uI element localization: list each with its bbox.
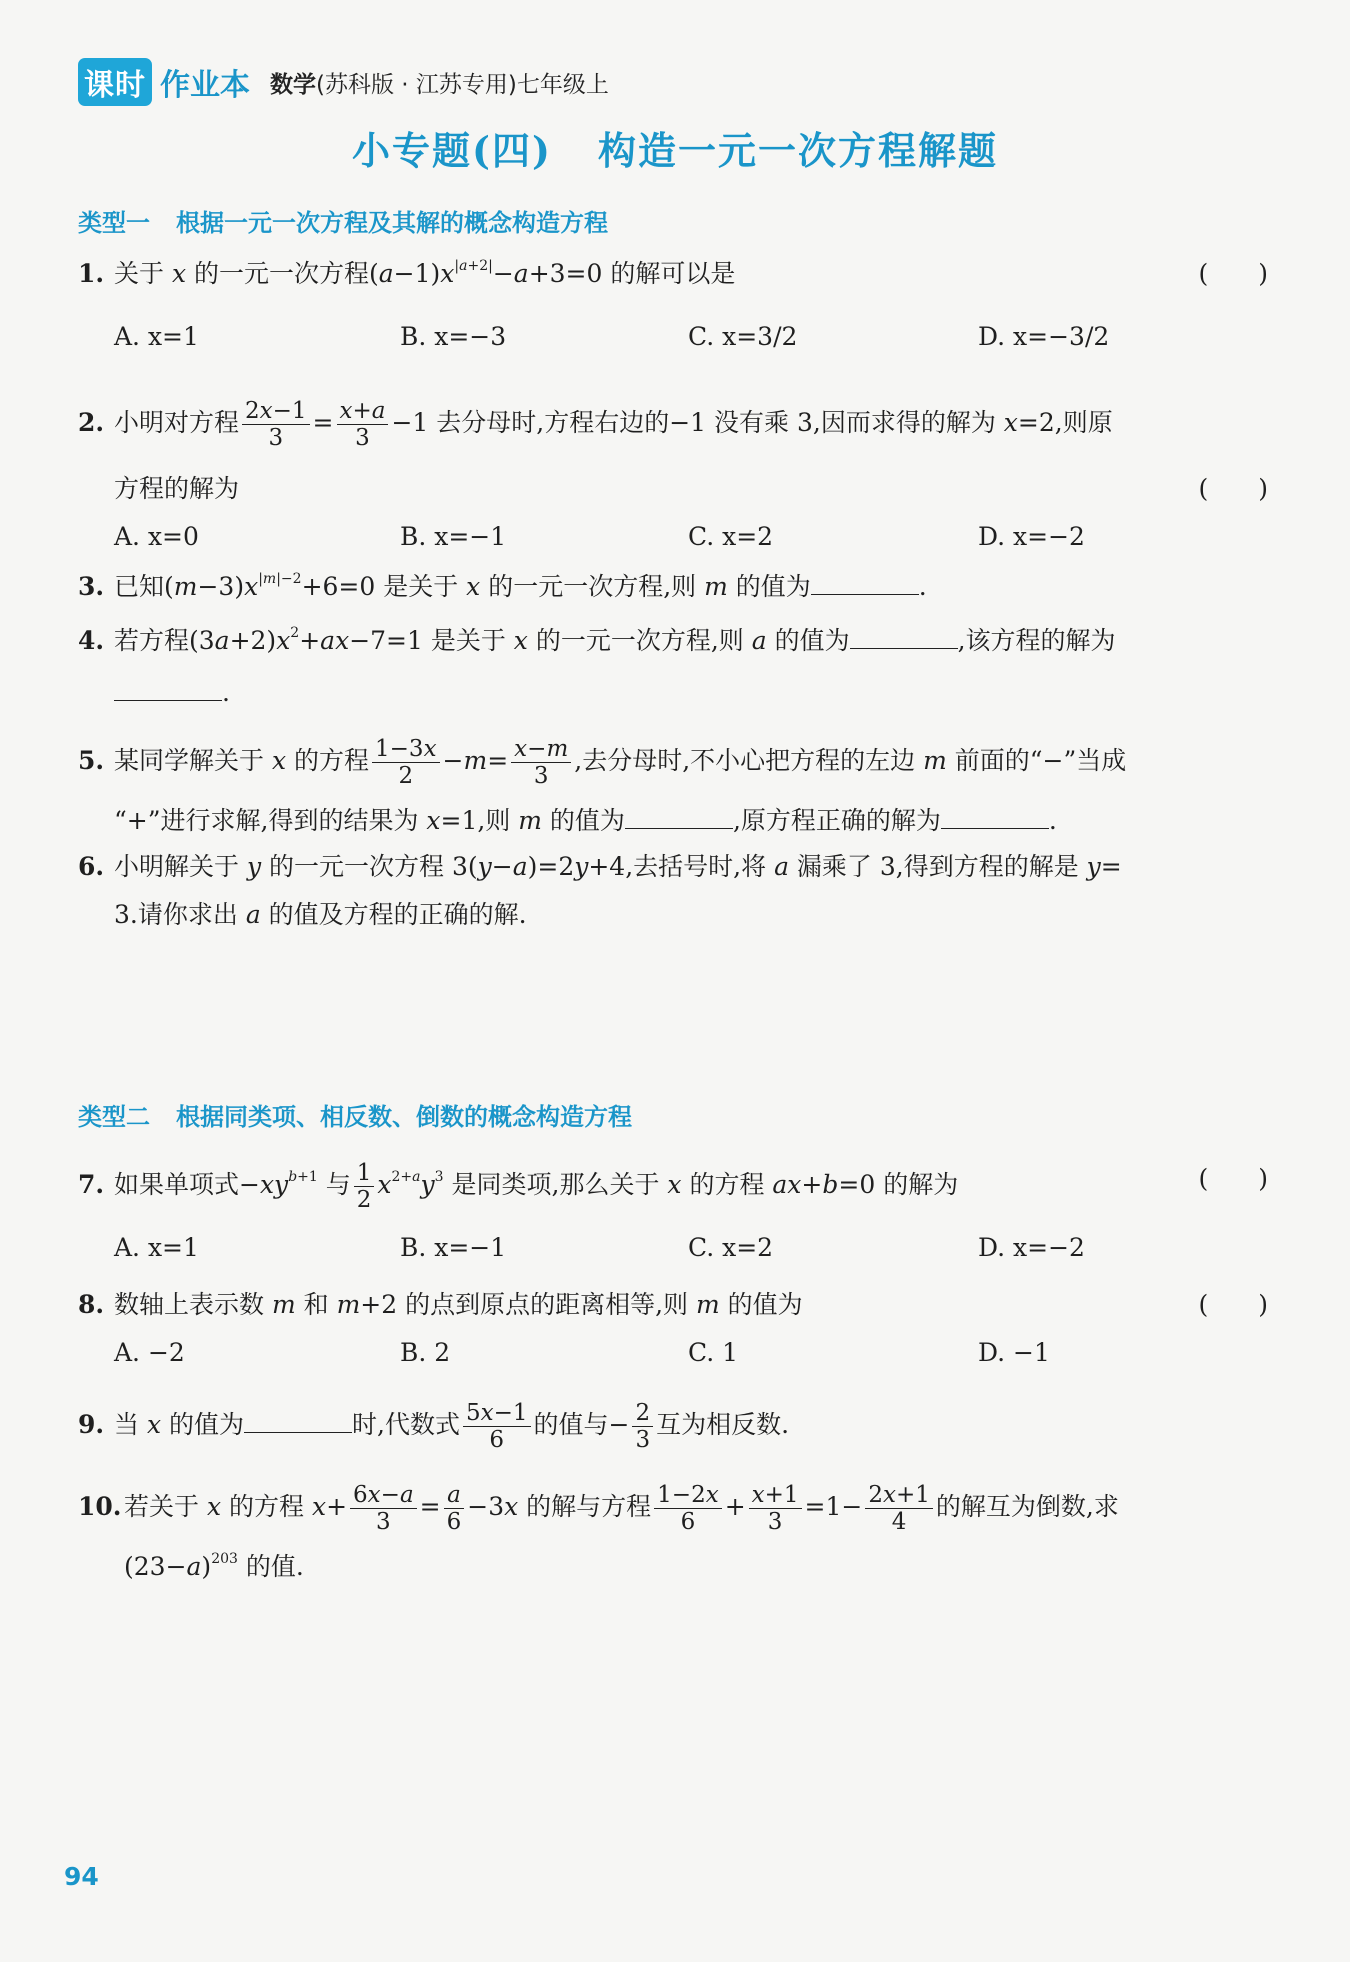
question-number: 3. — [78, 572, 105, 601]
question-number: 4. — [78, 626, 105, 655]
option-c: C. x=2 — [688, 522, 774, 551]
question-1: 1. 关于 x 的一元一次方程$(a-1)x^{|a+2|}-a+3=0$ 的解可以是 ( ) — [78, 255, 1268, 293]
question-7: 7. 如果单项式$-xy^{b+1}$ 与 $\frac{1}{2}$ $x^{2+a}y^3$ 是同类项,那么关于 x 的方程 ax+b=0 的解为 ( ) — [78, 1160, 1268, 1213]
question-8: 8. 数轴上表示数 m 和 m+2 的点到原点的距离相等,则 m 的值为 ( ) — [78, 1286, 1268, 1324]
option-d: D. x=−2 — [978, 1233, 1085, 1262]
question-number: 7. — [78, 1170, 105, 1199]
option-b: B. x=−3 — [400, 322, 507, 351]
answer-paren: ( ) — [1198, 474, 1268, 503]
question-4-line-2: . — [78, 674, 1268, 712]
question-number: 6. — [78, 852, 105, 881]
page-title: 小专题(四) 构造一元一次方程解题 — [352, 128, 998, 173]
question-6-line-2: 3.请你求出 a 的值及方程的正确的解. — [114, 900, 527, 929]
option-a: A. −2 — [114, 1338, 185, 1367]
question-number: 10. — [78, 1492, 122, 1521]
option-d: D. x=−2 — [978, 522, 1085, 551]
logo-text: 作业本 — [160, 68, 250, 103]
question-3: 3. 已知$(m-3)x^{|m|-2}+6=0$ 是关于 x 的一元一次方程,则 m 的值为 . — [78, 568, 1268, 606]
question-5-line-2: “+”进行求解,得到的结果为 x=1,则 m 的值为 ,原方程正确的解为 . — [114, 806, 1057, 835]
page-number: 94 — [64, 1862, 99, 1891]
option-a: A. x=0 — [114, 522, 199, 551]
question-2-line-2: 方程的解为 ( ) — [78, 470, 1268, 508]
option-d: D. x=−3/2 — [978, 322, 1110, 351]
question-10: 10. 若关于 x 的方程 x+ $\frac{6x-a}{3}$ = $\frac{a}{6}$ −3x 的解与方程 $\frac{1-2x}{6}$ + $\frac{x+1}{3}$ =1− $\frac{2x+1}{4}$ 的解互为倒数,求 — [78, 1482, 1119, 1535]
book-subtitle: 数学(苏科版 · 江苏专用)七年级上 — [270, 71, 609, 98]
option-c: C. x=2 — [688, 1233, 774, 1262]
option-a: A. x=1 — [114, 1233, 199, 1262]
answer-paren: ( ) — [1198, 1164, 1268, 1193]
option-b: B. 2 — [400, 1338, 451, 1367]
question-6: 6. 小明解关于 y 的一元一次方程 3(y−a)=2y+4,去括号时,将 a 漏乘了 3,得到方程的解是 y= — [78, 848, 1268, 886]
option-a: A. x=1 — [114, 322, 199, 351]
answer-paren: ( ) — [1198, 259, 1268, 288]
option-d: D. −1 — [978, 1338, 1050, 1367]
question-number: 5. — [78, 746, 105, 775]
section-heading-2: 类型二 根据同类项、相反数、倒数的概念构造方程 — [78, 1103, 632, 1131]
question-number: 2. — [78, 408, 105, 437]
question-number: 9. — [78, 1410, 105, 1439]
question-9: 9. 当 x 的值为 时,代数式 $\frac{5x-1}{6}$ 的值与− $\frac{2}{3}$ 互为相反数. — [78, 1400, 790, 1453]
option-b: B. x=−1 — [400, 522, 507, 551]
logo-box: 课时 — [78, 58, 152, 106]
option-b: B. x=−1 — [400, 1233, 507, 1262]
question-number: 8. — [78, 1290, 105, 1319]
question-10-line-2: $(23-a)^{203}$ 的值. — [124, 1551, 304, 1581]
question-number: 1. — [78, 259, 105, 288]
option-c: C. x=3/2 — [688, 322, 798, 351]
answer-paren: ( ) — [1198, 1290, 1268, 1319]
question-4: 4. 若方程$(3a+2)x^2+ax-7=1$ 是关于 x 的一元一次方程,则 a 的值为 ,该方程的解为 — [78, 622, 1268, 660]
option-c: C. 1 — [688, 1338, 739, 1367]
header — [78, 58, 609, 106]
question-2: 2. 小明对方程 $\frac{2x-1}{3}$ = $\frac{x+a}{3}$ −1 去分母时,方程右边的−1 没有乘 3,因而求得的解为 x=2,则原 — [78, 398, 1113, 451]
question-5: 5. 某同学解关于 x 的方程 $\frac{1-3x}{2}$ −m= $\frac{x-m}{3}$ ,去分母时,不小心把方程的左边 m 前面的“−”当成 — [78, 736, 1127, 789]
section-heading-1: 类型一 根据一元一次方程及其解的概念构造方程 — [78, 209, 608, 237]
